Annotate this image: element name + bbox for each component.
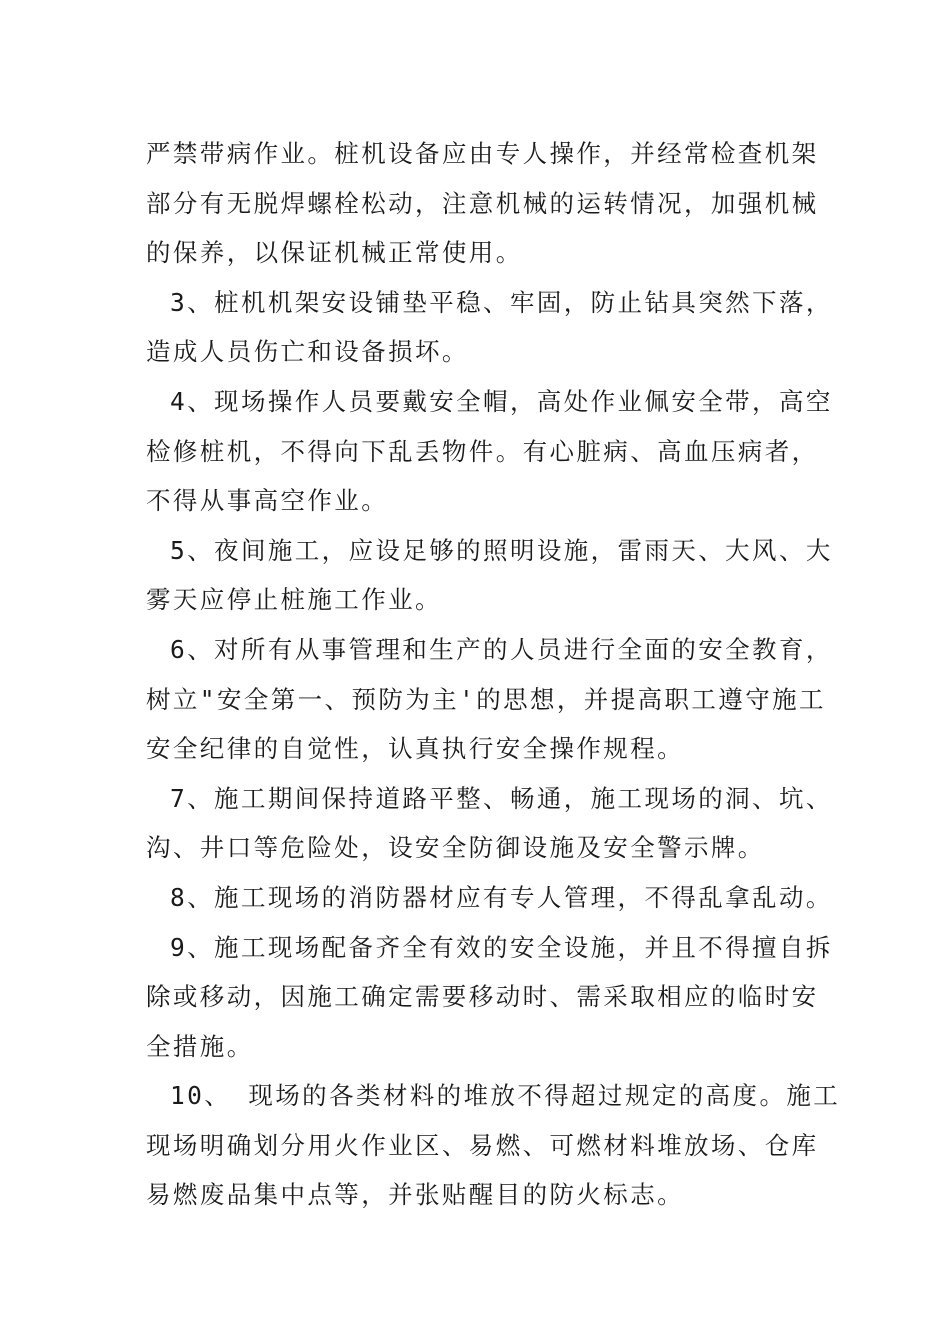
text-line: 9、施工现场配备齐全有效的安全设施，并且不得擅自拆	[170, 932, 833, 962]
text-line: 的保养，以保证机械正常使用。	[146, 238, 523, 268]
text-line: 易燃废品集中点等，并张贴醒目的防火标志。	[146, 1180, 684, 1210]
text-line: 检修桩机，不得向下乱丢物件。有心脏病、高血压病者，	[146, 436, 819, 466]
text-line: 3、桩机机架安设铺垫平稳、牢固，防止钻具突然下落，	[170, 287, 833, 317]
text-line: 安全纪律的自觉性，认真执行安全操作规程。	[146, 734, 684, 764]
text-line: 部分有无脱焊螺栓松动，注意机械的运转情况，加强机械	[146, 188, 819, 218]
text-line: 6、对所有从事管理和生产的人员进行全面的安全教育，	[170, 634, 833, 664]
text-line: 雾天应停止桩施工作业。	[146, 585, 442, 615]
text-line: 除或移动，因施工确定需要移动时、需采取相应的临时安	[146, 982, 819, 1012]
text-line: 现场明确划分用火作业区、易燃、可燃材料堆放场、仓库	[146, 1130, 819, 1160]
text-line: 8、施工现场的消防器材应有专人管理，不得乱拿乱动。	[170, 882, 833, 912]
document-body	[146, 129, 841, 1220]
text-line: 造成人员伤亡和设备损坏。	[146, 337, 469, 367]
text-line: 10、 现场的各类材料的堆放不得超过规定的高度。施工	[170, 1081, 841, 1111]
text-line: 沟、井口等危险处，设安全防御设施及安全警示牌。	[146, 833, 765, 863]
text-line: 全措施。	[146, 1031, 254, 1061]
text-line: 树立"安全第一、预防为主'的思想，并提高职工遵守施工	[146, 684, 826, 714]
text-line: 严禁带病作业。桩机设备应由专人操作，并经常检查机架	[146, 139, 819, 168]
text-line: 4、现场操作人员要戴安全帽，高处作业佩安全带，高空	[170, 386, 833, 416]
text-line: 5、夜间施工，应设足够的照明设施，雷雨天、大风、大	[170, 535, 833, 565]
text-line: 不得从事高空作业。	[146, 486, 389, 516]
text-line: 7、施工期间保持道路平整、畅通，施工现场的洞、坑、	[170, 783, 833, 813]
